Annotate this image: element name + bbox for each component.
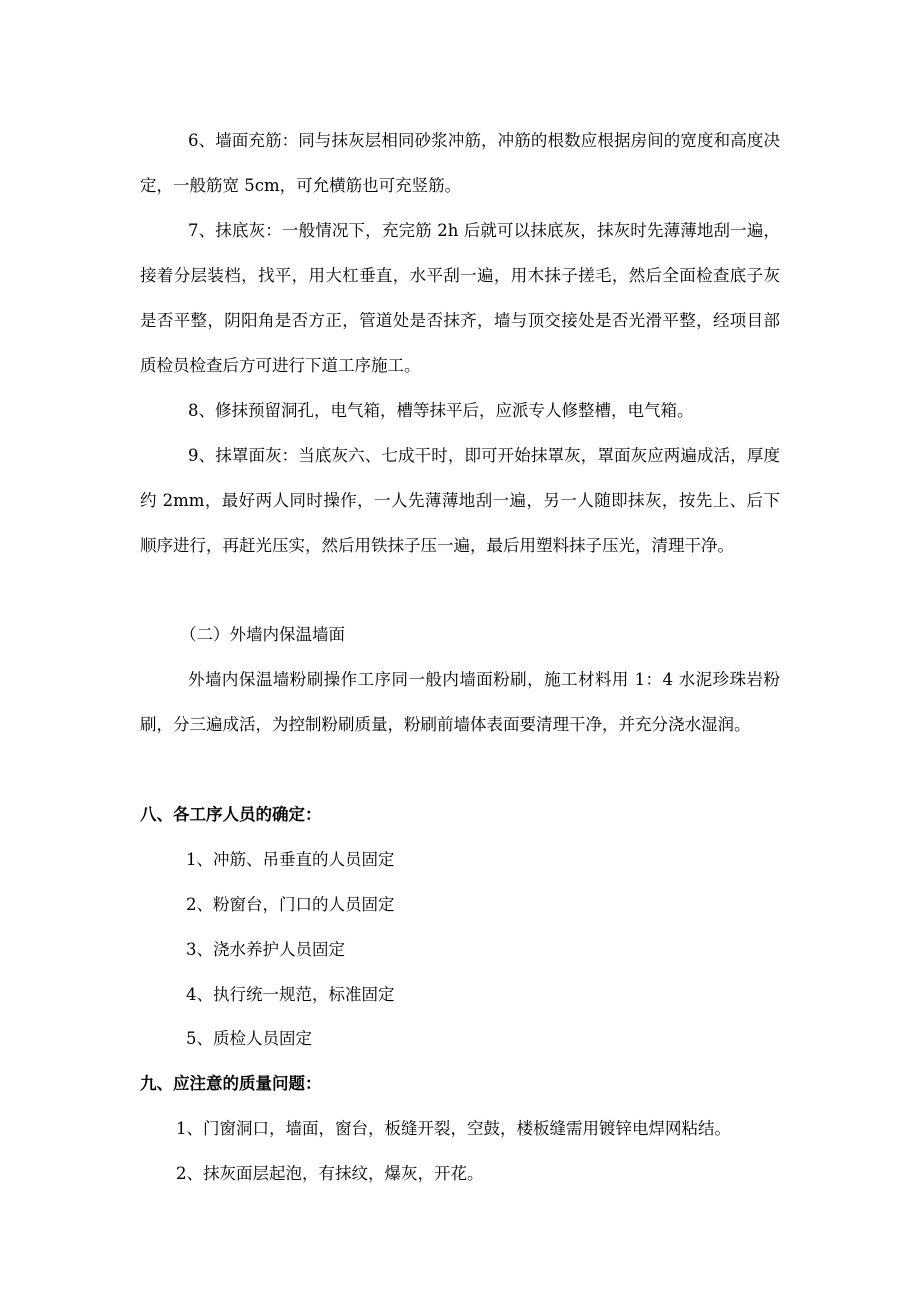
list-item: 1、冲筋、吊垂直的人员固定 [186,850,395,869]
list-item: 5、质检人员固定 [186,1029,312,1048]
paragraph-finish-coat: 9、抹罩面灰：当底灰六、七成干时，即可开始抹罩灰，罩面灰应两遍成活，厚度约 2mm，最好两人同时操作，一人先薄薄地刮一遍，另一人随即抹灰，按先上、后下顺序进行，再赶光压实，然后用铁抹子压一遍，最后用塑料抹子压光，清理干净。 [140,446,780,555]
section-heading-quality-issues: 九、应注意的质量问题： [140,1074,322,1093]
paragraph-base-coat: 7、抹底灰：一般情况下，充完筋 2h 后就可以抹底灰，抹灰时先薄薄地刮一遍，接着分层装档，找平，用大杠垂直，水平刮一遍，用木抹子搓毛，然后全面检查底子灰是否平整，阴阳角是否方正，管道处是否抹齐，墙与顶交接处是否光滑平整，经项目部质检员检查后方可进行下道工序施工。 [140,221,780,375]
list-item: 4、执行统一规范，标准固定 [186,985,395,1004]
paragraph-external-wall-insulation: 外墙内保温墙粉刷操作工序同一般内墙面粉刷，施工材料用 1：4 水泥珍珠岩粉刷，分三遍成活，为控制粉刷质量，粉刷前墙体表面要清理干净，并充分浇水湿润。 [140,670,780,734]
list-item: 2、抹灰面层起泡，有抹纹，爆灰，开花。 [176,1164,484,1183]
paragraph-patch-openings: 8、修抹预留洞孔，电气箱，槽等抹平后，应派专人修整槽，电气箱。 [188,401,694,420]
section-heading-personnel: 八、各工序人员的确定： [140,805,322,824]
subheading-external-wall-insulation: （二）外墙内保温墙面 [180,625,345,644]
list-item: 3、浇水养护人员固定 [186,940,345,959]
list-item: 2、粉窗台，门口的人员固定 [186,895,395,914]
list-item: 1、门窗洞口，墙面，窗台，板缝开裂，空鼓，楼板缝需用镀锌电焊网粘结。 [176,1119,731,1138]
paragraph-wall-screeding: 6、墙面充筋：同与抹灰层相同砂浆冲筋，冲筋的根数应根据房间的宽度和高度决定，一般筋宽 5cm，可允横筋也可充竖筋。 [140,131,780,195]
